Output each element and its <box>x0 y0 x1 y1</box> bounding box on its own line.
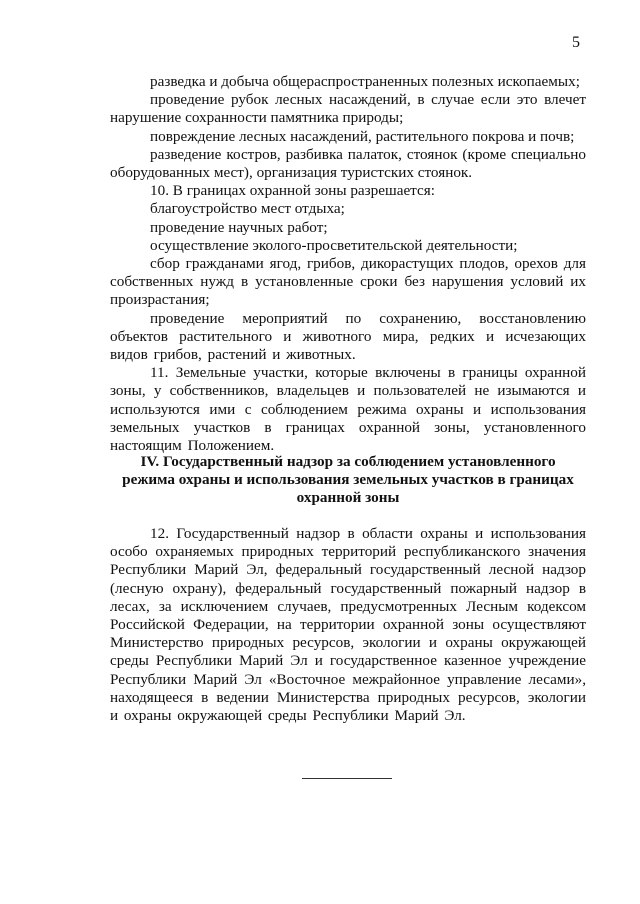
paragraph-11-land-plots: 11. Земельные участки, которые включены в границы охранной зоны, у собственников, владельцев и пользователей не изымаются и используются ими с соблюдением режима охраны и использования земельных участков в границах охранной зоны, установленного настоящим Положением. <box>110 364 586 455</box>
state-supervision-section <box>110 525 586 725</box>
heading-line-3: охранной зоны <box>296 489 400 507</box>
paragraph-logging: проведение рубок лесных насаждений, в случае если это влечет нарушение сохранности памятника природы; <box>110 91 586 127</box>
section-heading <box>116 453 580 508</box>
paragraph-gathering: сбор гражданами ягод, грибов, дикорастущих плодов, орехов для собственных нужд в установленные сроки без нарушения условий их произрастания; <box>110 255 586 309</box>
paragraph-conservation: проведение мероприятий по сохранению, восстановлению объектов растительного и животного мира, редких и исчезающих видов грибов, растений и животных. <box>110 309 586 364</box>
prohibited-and-permitted-activities <box>110 73 586 455</box>
paragraph-10-heading: 10. В границах охранной зоны разрешается: <box>150 182 435 200</box>
heading-line-1: IV. Государственный надзор за соблюдением установленного <box>140 453 556 470</box>
page-number: 5 <box>572 34 580 51</box>
end-divider <box>302 778 392 779</box>
paragraph-12-supervision: 12. Государственный надзор в области охраны и использования особо охраняемых природных территорий республиканского значения Республики Марий Эл, федеральный государственный лесной надзор (лесную охрану), федеральный государственный пожарный надзор в лесах, за исключением случаев, предусмотренных Лесным кодексом Российской Федерации, на территории охранной зоны осуществляют Министерство природных ресурсов, экологии и охраны окружающей среды Республики Марий Эл и государственное казенное учреждение Республики Марий Эл «Восточное межрайонное управление лесами», находящееся в ведении Министерства природных ресурсов, экологии и охраны окружающей среды Республики Марий Эл. <box>110 525 586 725</box>
paragraph-mining: разведка и добыча общераспространенных полезных ископаемых; <box>150 73 580 90</box>
paragraph-education: осуществление эколого-просветительской деятельности; <box>150 236 518 254</box>
heading-line-2: режима охраны и использования земельных участков в границах <box>122 471 574 489</box>
paragraph-campfires: разведение костров, разбивка палаток, стоянок (кроме специально оборудованных мест), организация туристских стоянок. <box>110 145 586 182</box>
paragraph-recreation: благоустройство мест отдыха; <box>150 200 345 218</box>
paragraph-vegetation-damage: повреждение лесных насаждений, растительного покрова и почв; <box>150 127 575 145</box>
paragraph-research: проведение научных работ; <box>150 218 328 236</box>
